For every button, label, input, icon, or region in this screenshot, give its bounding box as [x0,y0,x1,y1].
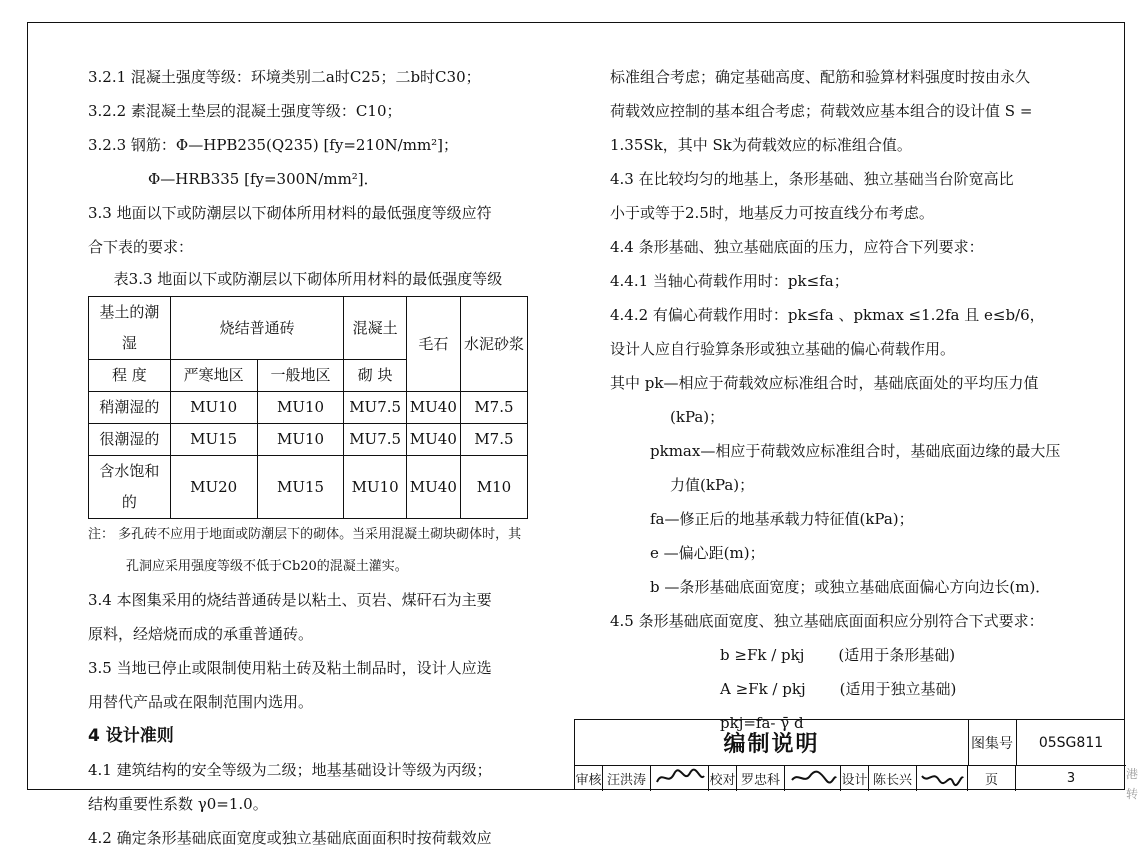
sheet-title: 编制说明 [575,720,969,766]
header-general-region: 一般地区 [257,360,344,392]
text-line: 4.4 条形基础、独立基础底面的压力，应符合下列要求： [610,238,984,256]
text-line: 其中 pk—相应于荷载效应标准组合时，基础底面处的平均压力值 [610,374,1039,392]
designer-signature [917,765,968,791]
header-mortar: 水泥砂浆 [460,297,527,392]
text-line: e —偏心距(m)； [650,544,765,562]
text-line: 标准组合考虑；确定基础高度、配筋和验算材料强度时按由永久 [610,68,1031,86]
table-cell: MU10 [257,392,344,424]
text-line: 4.4.1 当轴心荷载作用时：pk≤fa； [610,272,849,290]
header-soil-2: 程 度 [89,360,171,392]
header-soil: 基土的潮湿 [89,297,171,360]
table-cell: MU10 [170,392,257,424]
table-row [89,456,528,519]
table-cell: MU15 [170,424,257,456]
text-line: 4.1 建筑结构的安全等级为二级；地基基础设计等级为丙级； [88,761,492,779]
atlas-label: 图集号 [968,720,1017,766]
header-stone: 毛石 [406,297,460,392]
signature-icon [919,768,965,788]
note-line: 注： 多孔砖不应用于地面或防潮层下的砌体。当采用混凝土砌块砌体时，其 [88,527,522,542]
header-block: 混凝土 [344,297,406,360]
text-line: b —条形基础底面宽度；或独立基础底面偏心方向边长(m)． [650,578,1051,596]
text-line: 3.2.1 混凝土强度等级：环境类别二a时C25；二b时C30； [88,68,481,86]
text-line: 用替代产品或在限制范围内选用。 [88,693,314,711]
text-line: 原料，经焙烧而成的承重普通砖。 [88,625,314,643]
material-grade-table [88,296,528,519]
table-cell: MU10 [344,456,406,519]
formula-line [610,672,1080,706]
formula: b ≥Fk / pkj [720,646,805,664]
text-line: Φ—HRB335 [fy=300N/mm²]． [148,170,379,188]
formula-note: (适用于独立基础) [839,680,957,698]
formula-line [610,638,1080,672]
text-line: (kPa)； [670,408,725,426]
formula: pkj=fa- γ̄ d [720,714,804,732]
text-line: 设计人应自行验算条形或独立基础的偏心荷载作用。 [610,340,956,358]
right-column [610,60,1080,740]
text-line: 结构重要性系数 γ0=1.0。 [88,795,268,813]
text-line: 4.5 条形基础底面宽度、独立基础底面面积应分别符合下式要求： [610,612,1044,630]
page-number: 3 [1066,770,1076,786]
table-cell: MU20 [170,456,257,519]
text-line: 4.3 在比较均匀的地基上，条形基础、独立基础当台阶宽高比 [610,170,1014,188]
formula: A ≥Fk / pkj [720,680,806,698]
text-line: 3.2.2 素混凝土垫层的混凝土强度等级：C10； [88,102,402,120]
reviewer-name: 汪洪涛 [603,765,651,791]
text-line: 合下表的要求： [88,238,194,256]
table-cell: MU7.5 [344,392,406,424]
title-block [574,719,1125,790]
corner-watermark: 港转 [1126,767,1139,801]
design-label: 设计 [841,765,869,791]
formula-note: (适用于条形基础) [838,646,956,664]
text-line: 3.3 地面以下或防潮层以下砌体所用材料的最低强度等级应符 [88,204,492,222]
check-label: 校对 [709,765,737,791]
text-line: 1.35Sk，其中 Sk为荷载效应的标准组合值。 [610,136,912,154]
designer-name: 陈长兴 [869,765,917,791]
left-column [88,60,528,855]
reviewer-signature [651,765,709,791]
text-line: pkmax—相应于荷载效应标准组合时，基础底面边缘的最大压 [650,442,1061,460]
signature-row [575,765,1126,791]
text-line: 3.2.3 钢筋：Φ—HPB235(Q235) [fy=210N/mm²]； [88,136,459,154]
table-cell: MU15 [257,456,344,519]
table-cell: MU7.5 [344,424,406,456]
note-line: 孔洞应采用强度等级不低于Cb20的混凝土灌实。 [126,559,408,574]
table-note [88,519,528,583]
signature-icon [788,768,838,788]
table-cell: M7.5 [460,424,527,456]
checker-name: 罗忠科 [737,765,785,791]
text-line: 4.2 确定条形基础底面宽度或独立基础底面面积时按荷载效应 [88,829,492,847]
header-brick: 烧结普通砖 [170,297,344,360]
text-line: 3.5 当地已停止或限制使用粘土砖及粘土制品时，设计人应选 [88,659,492,677]
review-label: 审核 [575,765,603,791]
header-block-2: 砌 块 [344,360,406,392]
table-cell: MU40 [406,456,460,519]
page-label: 页 [968,765,1016,791]
text-line: 力值(kPa)； [670,476,755,494]
table-cell: M7.5 [460,392,527,424]
atlas-number: 05SG811 [1016,720,1126,766]
table-cell: MU40 [406,392,460,424]
table-row [89,392,528,424]
table-caption: 表3.3 地面以下或防潮层以下砌体所用材料的最低强度等级 [113,270,503,288]
table-cell: 很潮湿的 [89,424,171,456]
header-cold-region: 严寒地区 [170,360,257,392]
checker-signature [785,765,841,791]
text-line: 3.4 本图集采用的烧结普通砖是以粘土、页岩、煤矸石为主要 [88,591,492,609]
text-line: 4.4.2 有偏心荷载作用时：pk≤fa 、pkmax ≤1.2fa 且 e≤b/6， [610,306,1045,324]
text-line: fa—修正后的地基承载力特征值(kPa)； [650,510,914,528]
table-row [89,424,528,456]
section-heading: 4 设计准则 [88,726,174,746]
text-line: 小于或等于2.5时，地基反力可按直线分布考虑。 [610,204,934,222]
text-line: 荷载效应控制的基本组合考虑；荷载效应基本组合的设计值 S = [610,102,1033,120]
table-cell: M10 [460,456,527,519]
table-cell: MU40 [406,424,460,456]
signature-icon [654,768,706,788]
table-cell: 含水饱和的 [89,456,171,519]
table-cell: 稍潮湿的 [89,392,171,424]
table-cell: MU10 [257,424,344,456]
